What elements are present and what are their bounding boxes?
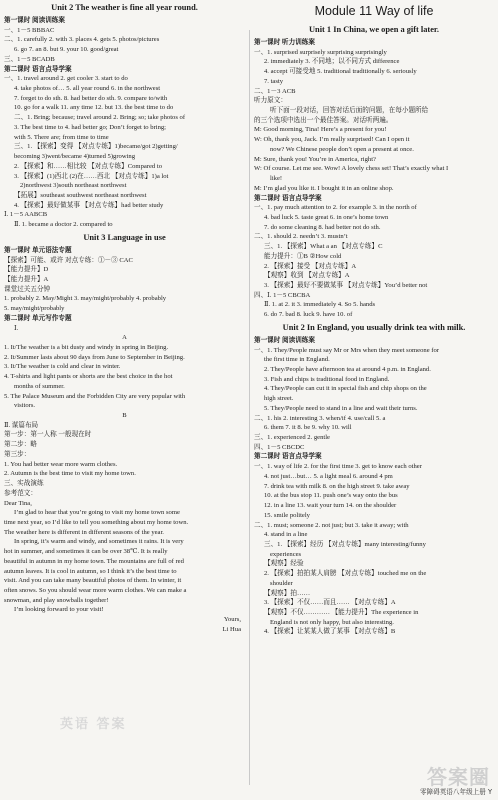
- section-heading: 第二课时 单元写作专题: [4, 314, 72, 322]
- answer-line: 第二步：略: [4, 441, 37, 449]
- answer-line: W: Oh, thank you, Jack. I’m really surprised! Can I open it: [254, 136, 410, 144]
- answer-line: 二、1. his 2. interesting 3. when/if 4. use/call 5. a: [254, 414, 386, 422]
- answer-line: autumn leaves. It is cool in autumn, so I think it’s the best time to: [4, 567, 177, 575]
- answer-line: 3. 【探索】不仅……而且…… 【对点专练】A: [264, 599, 396, 607]
- answer-line: 4. T-shirts and light pants or shorts are the best choice in the hot: [4, 373, 173, 381]
- answer-line: W: Of course. Let me see. Wow! A lovely chess set! That’s exactly what I: [254, 165, 449, 173]
- answer-line: M: Sure, thank you! You’re in America, right?: [254, 155, 376, 163]
- answer-line: 1. You had better wear more warm clothes.: [4, 460, 118, 468]
- page-footer: 零障碍英语八年级上册 Y: [419, 788, 492, 796]
- answer-line: 【拓展】southeast southwest northeast northwest: [14, 191, 147, 199]
- answer-line: 【能力提升】D: [4, 266, 49, 274]
- answer-line: like!: [270, 175, 283, 183]
- answer-line: 【观察】经验: [264, 560, 304, 568]
- answer-line: experiences: [270, 550, 302, 558]
- answer-line: 7. drink tea with milk 8. on the high street 9. take away: [264, 482, 410, 490]
- answer-line: 的三个选项中选出一个最佳答案。对话听两遍。: [254, 116, 393, 124]
- section-heading: 第一课时 阅读训练案: [4, 17, 65, 24]
- answer-line: B: [122, 412, 127, 420]
- answer-line: 2)northwest 3)south northeast northwest: [20, 182, 127, 190]
- answer-line: 课堂过关五分钟: [4, 285, 51, 293]
- answer-line: 【探索】可能、或许 对点专练：①－③ CAC: [4, 256, 133, 264]
- answer-line: 一、1－5 BBBAC: [4, 26, 55, 34]
- answer-line: Ⅰ. 1－5 AABCB: [4, 211, 48, 219]
- answer-line: shoulder: [270, 579, 293, 587]
- answer-line: 一、1. They/People must say Mr or Mrs when they meet someone for: [254, 346, 439, 354]
- section-heading: 第二课时 语言点导学案: [254, 453, 322, 461]
- section-heading: 第二课时 语言点导学案: [4, 65, 72, 73]
- answer-line: 三、1. 【探索】变得 【对点专练】1)became/got 2)getting/: [14, 143, 178, 151]
- answer-line: 第一步：第一人称 一般现在时: [4, 431, 92, 439]
- answer-line: 4. bad luck 5. taste great 6. in one’s home town: [264, 213, 389, 221]
- section-heading: 第一课时 单元语法专题: [4, 246, 72, 254]
- answer-line: 3. 【探索】(1)西北 (2)在……西北 【对点专练】1)a lot: [14, 172, 169, 180]
- answer-line: 二、1. carefully 2. with 3. places 4. gets 5. photos/pictures: [4, 36, 160, 44]
- answer-line: 3. The best time to 4. had better go; Don’t forget to bring;: [14, 123, 166, 131]
- answer-line: 三、1. 【探索】经历 【对点专练】many interesting/funny: [264, 540, 426, 548]
- answer-line: M: Good morning, Tina! Here’s a present for you!: [254, 126, 387, 134]
- answer-line: Ⅱ. 1. at 2. it 3. immediately 4. So 5. hands: [264, 301, 376, 309]
- answer-line: 四、1－5 CBCDC: [254, 443, 305, 451]
- answer-line: 一、1. surprised surprisely surprising surprisingly: [254, 48, 387, 56]
- answer-line: 10. go for a walk 11. any time 12. but 13. the best time to do: [14, 104, 174, 112]
- answer-line: 2. 【探索】接受 【对点专练】A: [264, 262, 357, 270]
- answer-line: 3. Fish and chips is traditional food in England.: [264, 375, 390, 383]
- answer-line: 2. 【探索】和……相比较 【对点专练】Compared to: [14, 162, 162, 170]
- answer-line: Yours,: [223, 616, 241, 624]
- answer-line: 【能力提升】A: [4, 275, 49, 283]
- right-column: [254, 0, 494, 637]
- unit-heading: Module 11 Way of life: [314, 4, 434, 18]
- answer-line: I’m looking forward to your visit!: [14, 606, 104, 614]
- answer-line: 4. 【探索】让某某人做了某事 【对点专练】B: [264, 628, 396, 636]
- unit-heading: Unit 3 Language in use: [83, 232, 166, 242]
- section-heading: 第一课时 听力训练案: [254, 39, 315, 46]
- answer-line: 一、1. way of life 2. for the first time 3. get to know each other: [254, 463, 422, 471]
- corner-logo: 答案圈: [427, 765, 490, 789]
- answer-line: 听力原文：: [254, 97, 287, 105]
- answer-line: 二、1. Bring; because; travel around 2. Bring; so; take photos of: [14, 114, 186, 122]
- answer-line: 5. The Palace Museum and the Forbidden City are very popular with: [4, 392, 186, 400]
- answer-line: visitors.: [14, 402, 36, 410]
- left-column: [4, 0, 245, 635]
- answer-line: 二、1. must; someone 2. not just; but 3. take it away; with: [254, 521, 409, 529]
- answer-line: A: [122, 334, 127, 342]
- answer-line: 4. stand in a line: [264, 531, 308, 539]
- answer-line: 4. accept 可接受地 5. traditional traditionally 6. seriously: [264, 68, 417, 76]
- unit-heading: Unit 2 The weather is fine all year round.: [51, 3, 198, 12]
- answer-line: 6. do 7. bad 8. luck 9. have 10. of: [264, 311, 353, 319]
- answer-line: Ⅱ. 谋篇布局: [4, 421, 39, 429]
- unit-heading: Unit 2 In England, you usually drink tea with milk.: [282, 322, 466, 332]
- answer-line: In spring, it’s warm and windy, and sometimes it rains. It is very: [14, 538, 184, 546]
- answer-line: 2. It/Summer lasts about 90 days from June to September in Beijing.: [4, 353, 185, 361]
- answer-line: 10. at the bus stop 11. push one’s way onto the bus: [264, 492, 398, 500]
- answer-line: Ⅱ. 1. became a doctor 2. compared to: [14, 221, 113, 229]
- answer-line: 能力提升：①B ②How cold: [264, 252, 342, 260]
- answer-line: beautiful in autumn in my home town. The mountains are full of red: [4, 557, 184, 565]
- section-heading: 第二课时 语言点导学案: [254, 194, 322, 202]
- answer-line: 一、1. travel around 2. get cooler 3. start to do: [4, 75, 128, 83]
- answer-line: 4. not just…but… 5. a light meal 6. around 4 pm: [264, 472, 393, 480]
- unit-heading: Unit 1 In China, we open a gift later.: [309, 25, 439, 34]
- answer-line: 4. take photos of… 5. all year round 6. in the northwest: [14, 85, 161, 93]
- answer-line: 听下面一段对话，回答对话后面的问题，在每小题所给: [270, 107, 429, 115]
- answer-line: 【观察】收到 【对点专练】A: [264, 272, 350, 280]
- answer-line: 3. 【探索】最好不要做某事 【对点专练】You’d better not: [264, 281, 428, 289]
- answer-line: 1. It/The weather is a bit dusty and windy in spring in Beijing.: [4, 344, 169, 351]
- answer-line: becoming 3)went/became 4)turned 5)growing: [14, 153, 136, 161]
- answer-line: 3. It/The weather is cold and clear in winter.: [4, 363, 121, 371]
- answer-line: 5. They/People need to stand in a line and wait their turns.: [264, 404, 418, 412]
- answer-line: 2. immediately 3. 不同地；以不同方式 difference: [264, 58, 400, 66]
- answer-line: now? We Chinese people don’t open a present at once.: [270, 145, 414, 153]
- answer-line: I’m glad to hear that you’re going to visit my home town some: [14, 509, 180, 517]
- answer-line: Li Hua: [222, 625, 241, 633]
- answer-line: 2. 【探索】拍拍某人肩膀 【对点专练】touched me on the: [264, 570, 427, 578]
- answer-line: 4. They/People can cut it in special fish and chip shops on the: [264, 385, 427, 393]
- answer-line: England is not only happy, but also interesting.: [270, 618, 394, 626]
- answer-line: 【观察】拍……: [264, 589, 311, 597]
- answer-line: 4. 【探索】最好做某事 【对点专练】had better study: [14, 201, 164, 209]
- answer-line: with 5. There are; from time to time: [14, 133, 109, 141]
- answer-line: visit. And you can take many beautiful photos of them. In winter, it: [4, 577, 182, 585]
- answer-line: 三、1. 【探索】What a an 【对点专练】C: [264, 243, 383, 251]
- answer-line: 7. tasty: [264, 77, 284, 85]
- answer-line: often snows. So you should wear more warm clothes. We can make a: [4, 586, 187, 594]
- answer-line: high street.: [264, 395, 294, 403]
- answer-line: Ⅰ.: [14, 324, 19, 332]
- answer-line: time next year, so I’d like to tell you something about my home town.: [4, 518, 189, 526]
- answer-line: 参考范文：: [4, 489, 37, 497]
- column-divider: [249, 30, 250, 785]
- answer-line: 2. They/People have afternoon tea at around 4 p.m. in England.: [264, 366, 431, 373]
- answer-line: M: I’m glad you like it. I bought it in an online shop.: [254, 184, 394, 192]
- answer-line: 三、1. experienced 2. gentle: [254, 434, 330, 442]
- answer-line: 二、1－3 ACB: [254, 87, 296, 95]
- watermark: 英语 答案: [60, 717, 127, 732]
- answer-line: 7. forget to do sth. 8. had better do sth. 9. compare to/with: [14, 94, 168, 102]
- answer-line: 6. them 7. it 8. be 9. why 10. will: [264, 424, 352, 432]
- answer-line: 【观察】不仅………… 【能力提升】The experience in: [264, 608, 419, 616]
- answer-line: 7. do some cleaning 8. had better not do sth.: [264, 223, 381, 231]
- answer-line: snowman, and play snowballs together!: [4, 596, 109, 604]
- answer-line: hot in summer, and sometimes it can be over 38℃. It is really: [4, 548, 168, 556]
- answer-line: The weather here is different in different seasons of the year.: [4, 528, 164, 536]
- answer-line: 三、实战演练: [4, 480, 44, 488]
- answer-line: 5. may/might/probably: [4, 305, 65, 313]
- answer-line: 2. Autumn is the best time to visit my home town.: [4, 470, 136, 478]
- answer-line: 三、1－5 BCADB: [4, 55, 55, 63]
- answer-line: Dear Tina,: [4, 499, 32, 507]
- answer-line: 12. in a line 13. wait your turn 14. on the shoulder: [264, 502, 397, 510]
- answer-line: 6. go 7. an 8. but 9. your 10. good/great: [14, 46, 119, 54]
- answer-line: 第三步：: [4, 450, 31, 458]
- section-heading: 第一课时 阅读训练案: [254, 336, 315, 344]
- answer-line: 二、1. should 2. needn’t 3. mustn’t: [254, 233, 348, 241]
- answer-line: the first time in England.: [264, 356, 330, 364]
- answer-line: 四、Ⅰ. 1－5 CBCBA: [254, 291, 311, 299]
- answer-line: 15. smile politely: [264, 511, 310, 519]
- answer-line: 一、1. pay much attention to 2. for example 3. in the north of: [254, 204, 417, 212]
- answer-line: months of summer.: [14, 382, 65, 390]
- answer-line: 1. probably 2. May/Might 3. may/might/probably 4. probably: [4, 295, 167, 303]
